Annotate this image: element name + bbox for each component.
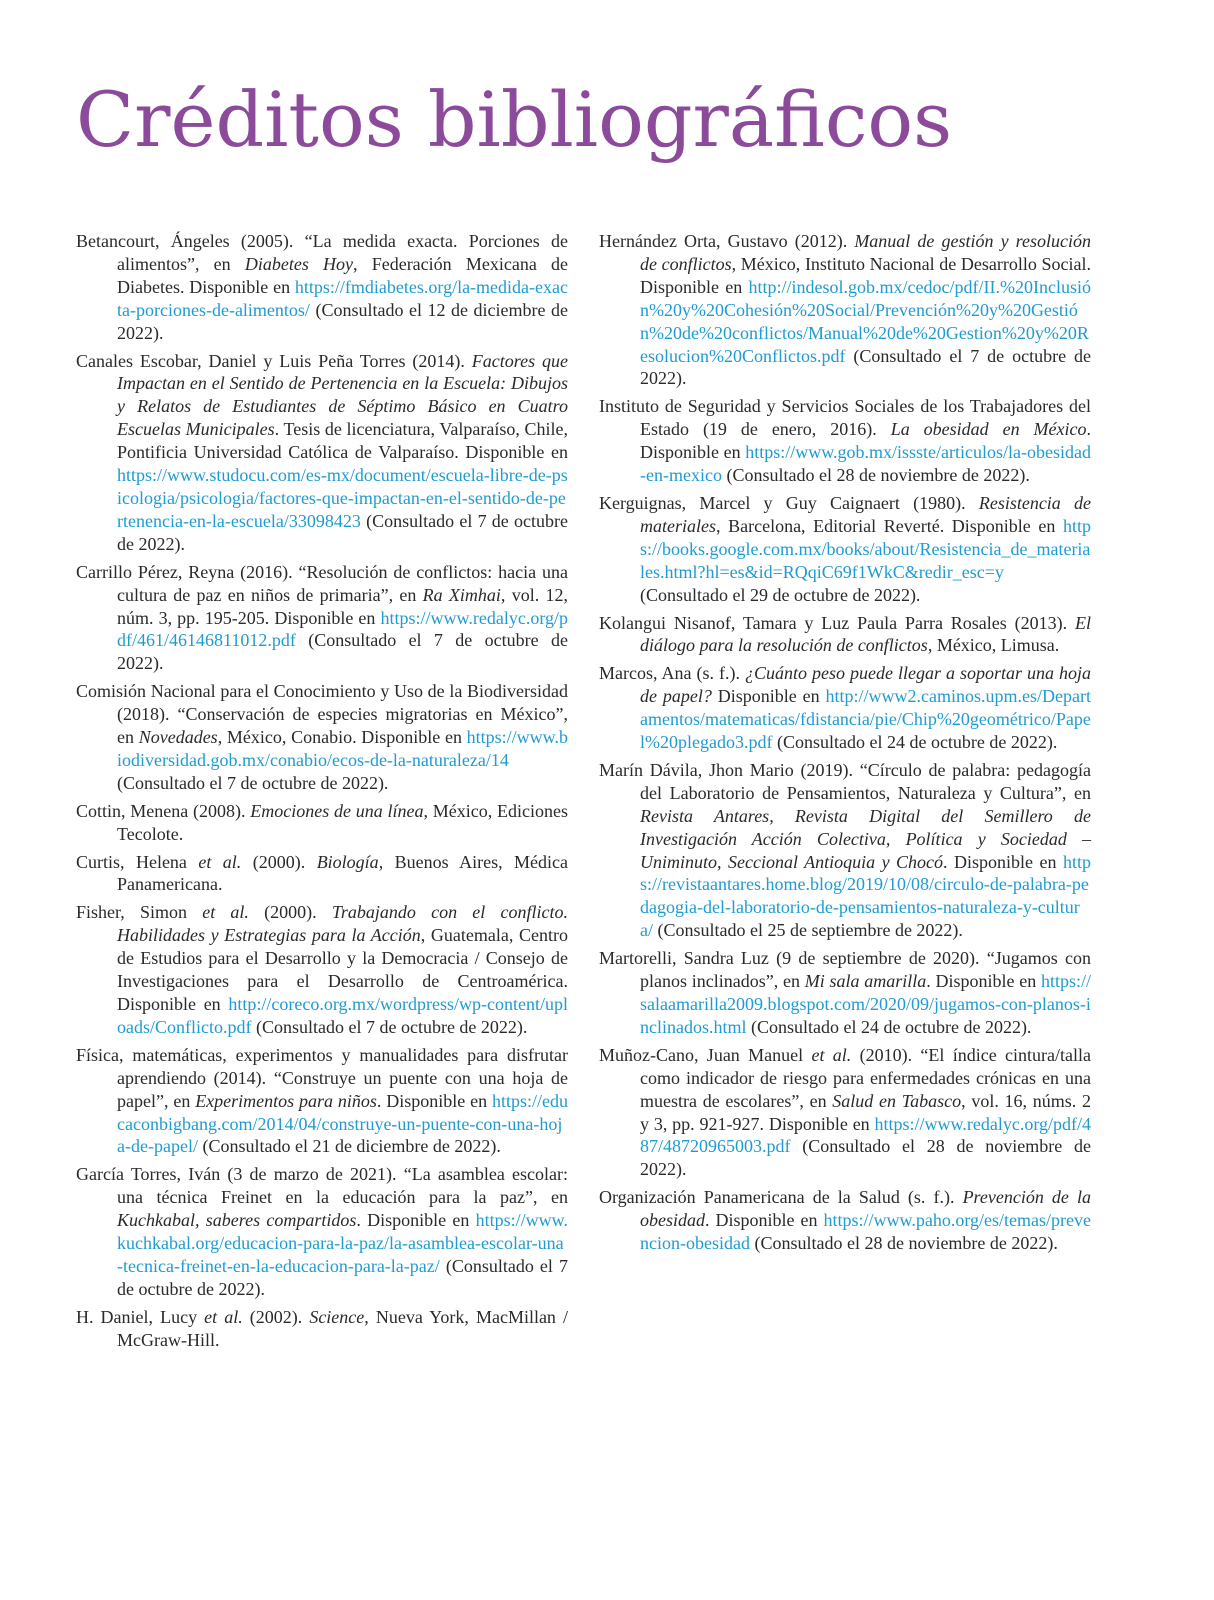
entry-text: (Consultado el 24 de octubre de 2022). xyxy=(746,1016,1032,1037)
entry-text: (Consultado el 7 de octubre de 2022). xyxy=(640,345,1091,389)
entry-text: (Consultado el 24 de octubre de 2022). xyxy=(772,732,1058,753)
bibliography-entry xyxy=(76,1163,568,1300)
italic-title: Emociones de una línea xyxy=(250,800,424,821)
entry-text: Física, matemáticas, experimentos y manualidades para disfrutar aprendiendo (2014). “Construye un puente con una hoja de papel”, en xyxy=(76,1044,568,1111)
bibliography-entry xyxy=(599,612,1091,658)
italic-title: Revista Antares, Revista Digital del Semillero de Investigación Acción Colectiva, Política y Sociedad – Uniminuto, Seccional Antioquia y Chocó xyxy=(640,805,1091,872)
bibliography-entry xyxy=(599,947,1091,1039)
italic-title: El diálogo para la resolución de conflictos xyxy=(640,612,1091,656)
entry-text: Fisher, Simon xyxy=(76,902,203,923)
entry-text: Instituto de Seguridad y Servicios Sociales de los Trabajadores del Estado (19 de enero, 2016). xyxy=(599,396,1091,440)
entry-text: . Disponible en xyxy=(356,1210,476,1231)
entry-text: Hernández Orta, Gustavo (2012). xyxy=(599,231,855,251)
entry-text: (Consultado el 7 de octubre de 2022). xyxy=(117,630,568,674)
italic-title: Ra Ximhai xyxy=(422,584,501,605)
reference-link[interactable]: http://indesol.gob.mx/cedoc/pdf/II.%20Inclusión%20y%20Cohesión%20Social/Prevención%20y%20Gestión%20de%20conflictos/Manual%20de%20Gestion%20y%20Resolucion%20Conflictos.pdf xyxy=(640,276,1091,366)
entry-text: , México, Instituto Nacional de Desarrollo Social. Disponible en xyxy=(640,253,1091,297)
italic-title: Novedades xyxy=(138,727,218,748)
italic-title: ¿Cuánto peso puede llegar a soportar una hoja de papel? xyxy=(640,663,1091,707)
reference-link[interactable]: https://fmdiabetes.org/la-medida-exacta-porciones-de-alimentos/ xyxy=(117,276,568,320)
italic-title: et al. xyxy=(198,851,242,872)
italic-title: Salud en Tabasco xyxy=(832,1090,962,1111)
italic-title: Biología xyxy=(316,851,379,872)
reference-link[interactable]: https://www.redalyc.org/pdf/487/48720965003.pdf xyxy=(640,1113,1091,1157)
reference-link[interactable]: https://www.gob.mx/issste/articulos/la-obesidad-en-mexico xyxy=(640,442,1091,486)
bibliography-entry xyxy=(76,1306,568,1352)
bibliography-entry xyxy=(599,759,1091,942)
entry-text: Martorelli, Sandra Luz (9 de septiembre de 2020). “Jugamos con planos inclinados”, en xyxy=(599,948,1091,992)
entry-text: (Consultado el 7 de octubre de 2022). xyxy=(251,1016,528,1037)
bibliography-entry xyxy=(599,230,1091,390)
italic-title: Prevención de la obesidad xyxy=(640,1187,1091,1231)
entry-text: Cottin, Menena (2008). xyxy=(76,800,251,821)
italic-title: La obesidad en México xyxy=(890,419,1087,440)
entry-text: (Consultado el 21 de diciembre de 2022). xyxy=(197,1136,501,1157)
entry-text: , vol. 12, núm. 3, pp. 195-205. Disponible en xyxy=(117,584,568,628)
entry-text: . Tesis de licenciatura, Valparaíso, Chile, Pontificia Universidad Católica de Valparaíso. Disponible en xyxy=(117,419,568,463)
bibliography-entry xyxy=(76,561,568,676)
entry-text: H. Daniel, Lucy xyxy=(76,1306,205,1327)
entry-text: (Consultado el 28 de noviembre de 2022). xyxy=(721,465,1030,486)
italic-title: Experimentos para niños xyxy=(195,1090,377,1111)
entry-text: , Barcelona, Editorial Reverté. Disponible en xyxy=(716,515,1063,536)
entry-text: Carrillo Pérez, Reyna (2016). “Resolución de conflictos: hacia una cultura de paz en niños de primaria”, en xyxy=(76,561,568,605)
reference-link[interactable]: https://www.paho.org/es/temas/prevencion-obesidad xyxy=(640,1210,1091,1254)
italic-title: Manual de gestión y resolución de conflictos xyxy=(640,231,1091,274)
entry-text: , México, Limusa. xyxy=(927,635,1060,656)
entry-text: (Consultado el 28 de noviembre de 2022). xyxy=(640,1136,1091,1180)
italic-title: Resistencia de materiales xyxy=(640,492,1092,536)
reference-link[interactable]: https://www.kuchkabal.org/educacion-para-la-paz/la-asamblea-escolar-una-tecnica-freinet-en-la-educacion-para-la-paz/ xyxy=(117,1210,568,1276)
reference-link[interactable]: http://coreco.org.mx/wordpress/wp-content/uploads/Conflicto.pdf xyxy=(117,994,568,1037)
entry-text: , Nueva York, MacMillan / McGraw-Hill. xyxy=(117,1306,568,1350)
entry-text: Marín Dávila, Jhon Mario (2019). “Círculo de palabra: pedagogía del Laboratorio de Pensamientos, Naturaleza y Cultura”, en xyxy=(599,759,1091,803)
entry-text: , México, Conabio. Disponible en xyxy=(217,727,467,748)
italic-title: Science xyxy=(309,1306,365,1327)
entry-text: . Disponible en xyxy=(943,851,1063,872)
entry-text: Canales Escobar, Daniel y Luis Peña Torres (2014). xyxy=(76,350,472,371)
entry-text: Curtis, Helena xyxy=(76,851,199,872)
entry-text: , vol. 16, núms. 2 y 3, pp. 921-927. Disponible en xyxy=(640,1090,1091,1134)
entry-text: . Disponible en xyxy=(640,419,1091,463)
entry-text: . Disponible en xyxy=(926,971,1041,992)
entry-text: , Buenos Aires, Médica Panamericana. xyxy=(117,851,568,895)
italic-title: Trabajando con el conflicto. Habilidades y Estrategias para la Acción xyxy=(117,902,568,946)
bibliography-entry xyxy=(599,1044,1091,1181)
bibliography-entry xyxy=(599,662,1091,754)
entry-text: . Disponible en xyxy=(705,1210,824,1231)
entry-text: Marcos, Ana (s. f.). xyxy=(599,663,745,684)
italic-title: et al. xyxy=(811,1044,852,1065)
entry-text: (Consultado el 29 de octubre de 2022). xyxy=(640,584,921,605)
reference-link[interactable]: https://educaconbigbang.com/2014/04/construye-un-puente-con-una-hoja-de-papel/ xyxy=(117,1090,568,1157)
bibliography-entry xyxy=(599,395,1091,487)
bibliography-entry xyxy=(76,901,568,1038)
bibliography-entry xyxy=(76,230,568,345)
italic-title: et al. xyxy=(202,902,249,923)
entry-text: , Federación Mexicana de Diabetes. Disponible en xyxy=(117,253,568,297)
reference-link[interactable]: https://www.studocu.com/es-mx/document/escuela-libre-de-psicologia/psicologia/factores-que-impactan-en-el-sentido-de-pertenencia-en-la-escuela/33098423 xyxy=(117,465,568,531)
entry-text: Kolangui Nisanof, Tamara y Luz Paula Parra Rosales (2013). xyxy=(599,612,1075,633)
entry-text: Betancourt, Ángeles (2005). “La medida exacta. Porciones de alimentos”, en xyxy=(76,231,568,274)
entry-text: Kerguignas, Marcel y Guy Caignaert (1980). xyxy=(599,492,979,513)
bibliography-entry xyxy=(76,1044,568,1159)
bibliography-entry xyxy=(76,350,568,556)
bibliography-left-column xyxy=(76,230,568,1357)
page-title: Créditos bibliográficos xyxy=(76,75,953,164)
entry-text: (Consultado el 7 de octubre de 2022). xyxy=(117,1255,568,1299)
reference-link[interactable]: https://www.biodiversidad.gob.mx/conabio/ecos-de-la-naturaleza/14 xyxy=(117,727,568,770)
reference-link[interactable]: https://salaamarilla2009.blogspot.com/2020/09/jugamos-con-planos-inclinados.html xyxy=(640,971,1091,1037)
entry-text: , Guatemala, Centro de Estudios para el Desarrollo y la Democracia / Consejo de Investigaciones para el Desarrollo de Centroamérica. Disponible en xyxy=(117,925,568,1014)
entry-text: (Consultado el 7 de octubre de 2022). xyxy=(117,510,568,554)
italic-title: et al. xyxy=(204,1306,243,1327)
bibliography-right-column xyxy=(599,230,1091,1260)
reference-link[interactable]: https://revistaantares.home.blog/2019/10/08/circulo-de-palabra-pedagogia-del-laboratorio-de-pensamientos-naturaleza-y-cultura/ xyxy=(640,851,1091,941)
entry-text: (Consultado el 28 de noviembre de 2022). xyxy=(749,1233,1058,1254)
italic-title: Factores que Impactan en el Sentido de Pertenencia en la Escuela: Dibujos y Relatos de Estudiantes de Séptimo Básico en Cuatro Escuelas Municipales xyxy=(117,350,568,440)
entry-text: Disponible en xyxy=(711,686,826,707)
bibliography-entry xyxy=(599,492,1091,607)
entry-text: (Consultado el 12 de diciembre de 2022). xyxy=(117,299,568,343)
italic-title: Mi sala amarilla xyxy=(804,971,927,992)
entry-text: (Consultado el 25 de septiembre de 2022). xyxy=(653,920,963,941)
entry-text: Organización Panamericana de la Salud (s. f.). xyxy=(599,1187,963,1208)
entry-text: Muñoz-Cano, Juan Manuel xyxy=(599,1044,812,1065)
bibliography-entry xyxy=(76,680,568,795)
italic-title: Diabetes Hoy xyxy=(244,253,354,274)
entry-text: . Disponible en xyxy=(376,1090,492,1111)
entry-text: , México, Ediciones Tecolote. xyxy=(117,800,568,844)
bibliography-entry xyxy=(76,800,568,846)
bibliography-entry xyxy=(76,851,568,897)
bibliography-entry xyxy=(599,1186,1091,1255)
entry-text: (2002). xyxy=(242,1306,310,1327)
italic-title: Kuchkabal, saberes compartidos xyxy=(117,1210,357,1231)
reference-link[interactable]: https://books.google.com.mx/books/about/Resistencia_de_materiales.html?hl=es&id=RQqiC69f1WkC&redir_esc=y xyxy=(640,515,1091,582)
reference-link[interactable]: http://www2.caminos.upm.es/Departamentos/matematicas/fdistancia/pie/Chip%20geométrico/Papel%20plegado3.pdf xyxy=(640,686,1091,753)
entry-text: Comisión Nacional para el Conocimiento y Uso de la Biodiversidad (2018). “Conservación de especies migratorias en México”, en xyxy=(76,681,568,748)
entry-text: (Consultado el 7 de octubre de 2022). xyxy=(117,772,389,793)
entry-text: (2010). “El índice cintura/talla como indicador de riesgo para enfermedades crónicas en una muestra de escolares”, en xyxy=(640,1044,1091,1111)
reference-link[interactable]: https://www.redalyc.org/pdf/461/46146811012.pdf xyxy=(117,607,568,651)
entry-text: (2000). xyxy=(248,902,332,923)
entry-text: García Torres, Iván (3 de marzo de 2021). “La asamblea escolar: una técnica Freinet en la educación para la paz”, en xyxy=(76,1164,568,1208)
entry-text: (2000). xyxy=(241,851,317,872)
